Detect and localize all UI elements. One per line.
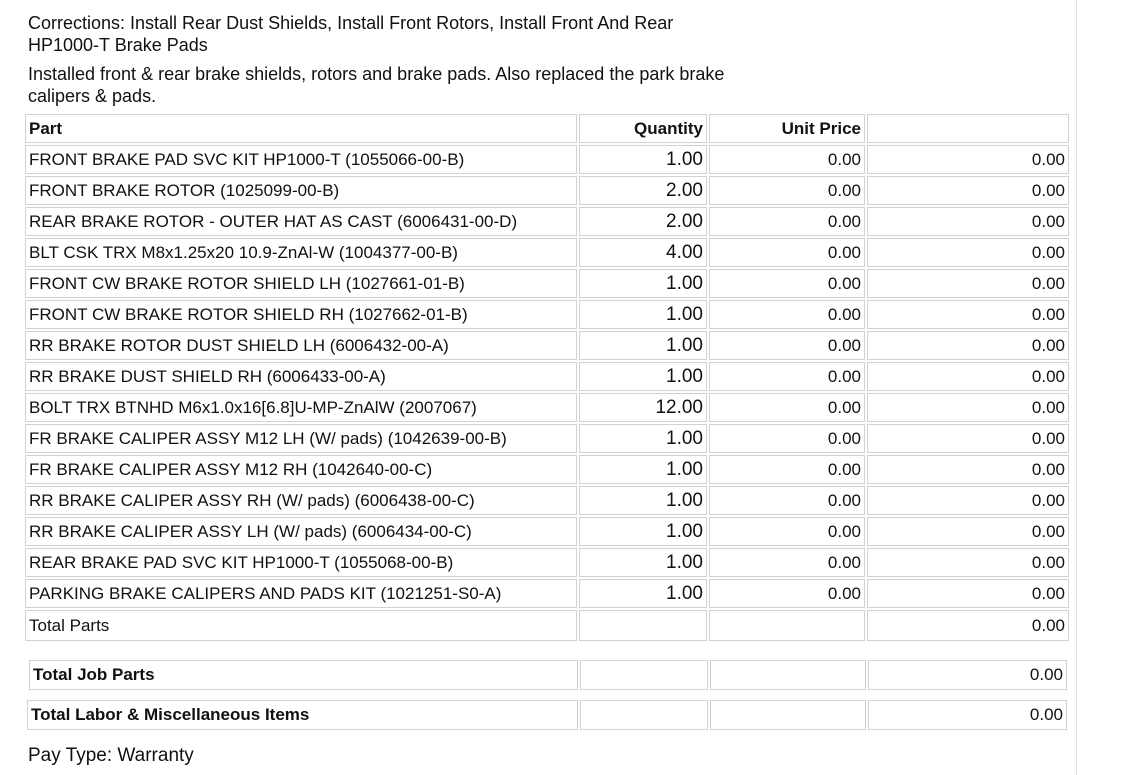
- part-quantity: 1.00: [579, 300, 707, 329]
- empty-cell: [579, 610, 707, 641]
- page-right-border: [1076, 0, 1077, 775]
- part-unit-price: 0.00: [709, 238, 865, 267]
- part-quantity: 1.00: [579, 424, 707, 453]
- part-unit-price: 0.00: [709, 424, 865, 453]
- part-name: FRONT CW BRAKE ROTOR SHIELD LH (1027661-01-B): [25, 269, 577, 298]
- part-unit-price: 0.00: [709, 331, 865, 360]
- part-unit-price: 0.00: [709, 145, 865, 174]
- table-row: [25, 300, 1069, 329]
- empty-cell: [710, 660, 866, 690]
- part-quantity: 1.00: [579, 145, 707, 174]
- part-quantity: 12.00: [579, 393, 707, 422]
- table-row: [25, 176, 1069, 205]
- work-description: Installed front & rear brake shields, rotors and brake pads. Also replaced the park brake calipers & pads.: [28, 64, 725, 106]
- part-quantity: 1.00: [579, 517, 707, 546]
- table-row: [25, 238, 1069, 267]
- total-parts-label: Total Parts: [25, 610, 577, 641]
- empty-cell: [709, 610, 865, 641]
- part-amount: 0.00: [867, 269, 1069, 298]
- part-name: FRONT BRAKE ROTOR (1025099-00-B): [25, 176, 577, 205]
- part-amount: 0.00: [867, 207, 1069, 236]
- part-unit-price: 0.00: [709, 393, 865, 422]
- total-labor-label: Total Labor & Miscellaneous Items: [27, 700, 578, 730]
- part-name: FR BRAKE CALIPER ASSY M12 RH (1042640-00-C): [25, 455, 577, 484]
- pay-type: Pay Type: Warranty: [28, 745, 194, 766]
- table-row: [25, 362, 1069, 391]
- table-row: [25, 331, 1069, 360]
- part-amount: 0.00: [867, 486, 1069, 515]
- empty-cell: [580, 660, 708, 690]
- part-amount: 0.00: [867, 362, 1069, 391]
- header-quantity: Quantity: [579, 114, 707, 143]
- table-row: [25, 455, 1069, 484]
- empty-cell: [710, 700, 866, 730]
- part-name: FRONT CW BRAKE ROTOR SHIELD RH (1027662-01-B): [25, 300, 577, 329]
- part-unit-price: 0.00: [709, 207, 865, 236]
- part-amount: 0.00: [867, 176, 1069, 205]
- part-unit-price: 0.00: [709, 300, 865, 329]
- parts-table: [23, 112, 1071, 643]
- part-name: BLT CSK TRX M8x1.25x20 10.9-ZnAl-W (1004377-00-B): [25, 238, 577, 267]
- part-name: PARKING BRAKE CALIPERS AND PADS KIT (1021251-S0-A): [25, 579, 577, 608]
- header-unit-price: Unit Price: [709, 114, 865, 143]
- table-row: [25, 269, 1069, 298]
- part-amount: 0.00: [867, 579, 1069, 608]
- part-amount: 0.00: [867, 331, 1069, 360]
- part-name: REAR BRAKE ROTOR - OUTER HAT AS CAST (6006431-00-D): [25, 207, 577, 236]
- total-parts-row: [25, 610, 1069, 641]
- part-unit-price: 0.00: [709, 455, 865, 484]
- part-amount: 0.00: [867, 455, 1069, 484]
- part-unit-price: 0.00: [709, 362, 865, 391]
- part-quantity: 1.00: [579, 269, 707, 298]
- total-job-parts-amount: 0.00: [868, 660, 1067, 690]
- part-quantity: 2.00: [579, 207, 707, 236]
- part-amount: 0.00: [867, 300, 1069, 329]
- part-name: BOLT TRX BTNHD M6x1.0x16[6.8]U-MP-ZnAlW (2007067): [25, 393, 577, 422]
- part-quantity: 1.00: [579, 362, 707, 391]
- total-labor-table: [25, 698, 1069, 732]
- part-quantity: 1.00: [579, 548, 707, 577]
- table-row: [25, 145, 1069, 174]
- part-amount: 0.00: [867, 517, 1069, 546]
- part-unit-price: 0.00: [709, 517, 865, 546]
- table-row: [25, 548, 1069, 577]
- table-row: [25, 393, 1069, 422]
- total-labor-amount: 0.00: [868, 700, 1067, 730]
- table-row: [25, 424, 1069, 453]
- table-row: [25, 517, 1069, 546]
- part-name: RR BRAKE ROTOR DUST SHIELD LH (6006432-00-A): [25, 331, 577, 360]
- part-name: RR BRAKE CALIPER ASSY RH (W/ pads) (6006438-00-C): [25, 486, 577, 515]
- total-parts-amount: 0.00: [867, 610, 1069, 641]
- part-quantity: 1.00: [579, 579, 707, 608]
- part-unit-price: 0.00: [709, 269, 865, 298]
- part-amount: 0.00: [867, 548, 1069, 577]
- part-amount: 0.00: [867, 145, 1069, 174]
- part-quantity: 1.00: [579, 455, 707, 484]
- part-quantity: 1.00: [579, 331, 707, 360]
- part-quantity: 4.00: [579, 238, 707, 267]
- parts-header-row: [25, 114, 1069, 143]
- corrections-text: Corrections: Install Rear Dust Shields, Install Front Rotors, Install Front And Rear HP1000-T Brake Pads: [28, 13, 674, 55]
- part-quantity: 1.00: [579, 486, 707, 515]
- part-name: FRONT BRAKE PAD SVC KIT HP1000-T (1055066-00-B): [25, 145, 577, 174]
- table-row: [25, 579, 1069, 608]
- part-unit-price: 0.00: [709, 579, 865, 608]
- table-row: [25, 207, 1069, 236]
- part-amount: 0.00: [867, 424, 1069, 453]
- part-unit-price: 0.00: [709, 486, 865, 515]
- part-name: REAR BRAKE PAD SVC KIT HP1000-T (1055068-00-B): [25, 548, 577, 577]
- part-unit-price: 0.00: [709, 176, 865, 205]
- table-row: [25, 486, 1069, 515]
- header-amount: [867, 114, 1069, 143]
- header-part: Part: [25, 114, 577, 143]
- part-name: FR BRAKE CALIPER ASSY M12 LH (W/ pads) (1042639-00-B): [25, 424, 577, 453]
- total-job-parts-label: Total Job Parts: [29, 660, 578, 690]
- part-name: RR BRAKE CALIPER ASSY LH (W/ pads) (6006434-00-C): [25, 517, 577, 546]
- total-job-parts-table: [27, 658, 1069, 692]
- part-amount: 0.00: [867, 393, 1069, 422]
- part-name: RR BRAKE DUST SHIELD RH (6006433-00-A): [25, 362, 577, 391]
- part-quantity: 2.00: [579, 176, 707, 205]
- part-amount: 0.00: [867, 238, 1069, 267]
- part-unit-price: 0.00: [709, 548, 865, 577]
- empty-cell: [580, 700, 708, 730]
- total-labor-row: [27, 700, 1067, 730]
- total-job-parts-row: [29, 660, 1067, 690]
